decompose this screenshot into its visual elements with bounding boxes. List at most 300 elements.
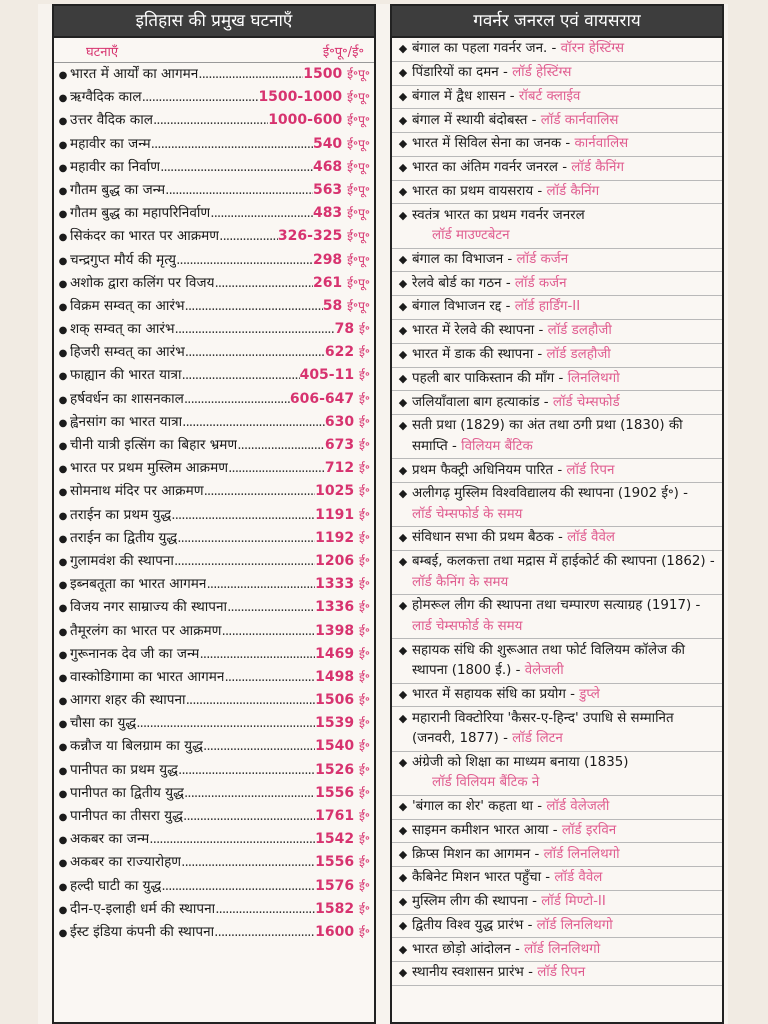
event-year (315, 622, 374, 639)
event-year (278, 227, 374, 244)
bullet-dot-icon: ● (58, 927, 68, 939)
governor-name: लॉर्ड वेलेजली (546, 798, 610, 814)
event-row (54, 550, 374, 573)
event-year (315, 575, 374, 592)
event-year-value: 1526 (315, 761, 355, 778)
governor-row (392, 551, 722, 595)
governor-name: लॉर्ड हेस्टिंग्स (512, 64, 572, 80)
bullet-dot-icon: ● (58, 93, 68, 105)
diamond-bullet-icon: ◆ (398, 555, 408, 569)
bullet-dot-icon: ● (58, 812, 68, 823)
governor-event: सती प्रथा (1829) का अंत तथा ठगी प्रथा (1830) की समाप्ति - विलियम बैंटिक (412, 418, 683, 454)
leader-dots (182, 414, 325, 430)
governor-row (392, 796, 722, 820)
events-column-title: इतिहास की प्रमुख घटनाएँ (54, 6, 374, 38)
event-year-value: 1000-600 (268, 112, 343, 129)
event-row (54, 620, 374, 643)
events-header-label: घटनाएँ (86, 45, 119, 60)
event-year (325, 436, 374, 453)
event-era: ई॰पू॰ (347, 136, 370, 151)
event-era: ई॰ (358, 924, 370, 939)
event-year (323, 297, 374, 314)
event-era: ई॰ (358, 809, 370, 823)
governor-row (392, 843, 722, 867)
event-year-value: 1542 (315, 831, 355, 848)
bullet-dot-icon: ● (58, 325, 68, 337)
bullet-dot-icon: ● (58, 371, 68, 383)
event-era: ई॰ (358, 855, 370, 870)
governor-row (392, 527, 722, 551)
event-name: चन्द्रगुप्त मौर्य की मृत्यु (70, 251, 177, 268)
governor-name: लॉर्ड कैनिंग (546, 183, 600, 199)
bullet-dot-icon: ● (58, 788, 68, 800)
event-row (54, 295, 374, 318)
event-era: ई॰ (358, 623, 370, 638)
leader-dots (198, 66, 303, 82)
event-year-value: 1576 (315, 877, 355, 894)
event-row (54, 596, 374, 619)
leader-dots (176, 252, 313, 268)
diamond-bullet-icon: ◆ (398, 966, 408, 980)
governor-name: रॉबर्ट क्लाईव (518, 88, 581, 104)
governor-name: लॉर्ड डलहौजी (546, 346, 611, 362)
diamond-bullet-icon: ◆ (398, 208, 408, 222)
event-row (54, 921, 374, 944)
governor-name: वेलेजली (524, 663, 564, 679)
event-year-value: 1336 (315, 599, 355, 616)
event-row (54, 86, 374, 109)
governor-event-text: भारत में रेलवे की स्थापना (412, 323, 535, 339)
event-row (54, 457, 374, 480)
event-era: ई॰पू॰ (347, 275, 370, 290)
event-era: ई॰ (358, 577, 370, 592)
governor-name: लॉर्ड लिनलिथगो (524, 941, 601, 957)
event-row (54, 133, 374, 156)
governor-event-text: होमरूल लीग की स्थापना तथा चम्पारण सत्याग्रह (1917) (412, 598, 692, 614)
leader-dots (184, 785, 315, 801)
governor-row (392, 483, 722, 527)
event-name: दीन-ए-इलाही धर्म की स्थापना (70, 900, 216, 917)
event-name: चौसा का युद्ध (70, 715, 137, 732)
leader-dots (210, 205, 313, 221)
event-year-value: 1191 (315, 506, 355, 523)
diamond-bullet-icon: ◆ (398, 711, 408, 725)
bullet-dot-icon: ● (58, 533, 68, 545)
bullet-dot-icon: ● (58, 556, 68, 568)
event-row (54, 805, 374, 828)
leader-dots (161, 878, 315, 894)
governor-name: लॉर्ड लिनलिथगो (536, 917, 613, 933)
governor-event-text: भारत में डाक की स्थापना (412, 346, 534, 362)
governor-event-text: बंगाल में स्थायी बंदोबस्त (412, 112, 528, 128)
event-name: शक् सम्वत् का आरंभ (70, 321, 175, 338)
diamond-bullet-icon: ◆ (398, 531, 408, 545)
diamond-bullet-icon: ◆ (398, 161, 408, 175)
diamond-bullet-icon: ◆ (398, 463, 408, 477)
diamond-bullet-icon: ◆ (398, 687, 408, 701)
governor-event: संविधान सभा की प्रथम बैठक - लॉर्ड वैवेल (412, 530, 616, 546)
governor-event-text: भारत छोड़ो आंदोलन (412, 941, 511, 957)
event-era: ई॰ (358, 553, 370, 568)
diamond-bullet-icon: ◆ (398, 347, 408, 361)
event-year (315, 807, 374, 824)
event-era: ई॰ (358, 669, 370, 684)
event-name: अशोक द्वारा कलिंग पर विजय (70, 274, 215, 291)
bullet-dot-icon: ● (58, 858, 68, 870)
governor-event: मुस्लिम लीग की स्थापना - लॉर्ड मिण्टो-II (412, 894, 606, 910)
governor-name: कार्नवालिस (574, 136, 629, 152)
event-era: ई॰पू॰ (347, 159, 370, 174)
governor-row (392, 38, 722, 62)
governor-name: लॉर्ड विलियम बैंटिक ने (432, 775, 540, 791)
governor-row (392, 391, 722, 415)
leader-dots (237, 437, 325, 453)
event-era: ई॰ (358, 878, 370, 893)
event-year (315, 714, 374, 731)
event-era: ई॰पू॰ (347, 206, 370, 221)
governor-name: लॉर्ड रिपन (566, 462, 615, 478)
governor-name: लॉर्ड हार्डिंग-II (514, 299, 581, 315)
governor-name: लॉर्ड कैनिंग के समय (412, 574, 509, 590)
event-era: ई॰ (358, 785, 370, 800)
event-year (315, 529, 374, 546)
event-year-value: 563 (312, 181, 343, 198)
years-header-label: ई॰पू॰/ई॰ (322, 45, 364, 60)
governor-name: लॉर्ड कैनिंग (571, 160, 624, 176)
event-era: ई॰ (358, 646, 370, 661)
leader-dots (181, 854, 315, 870)
diamond-bullet-icon: ◆ (398, 113, 408, 127)
governor-name: लॉर्ड कर्जन (514, 275, 567, 291)
governor-event: द्वितीय विश्व युद्ध प्रारंभ - लॉर्ड लिनलिथगो (412, 917, 613, 933)
event-year-value: 298 (312, 251, 343, 268)
event-name: भारत पर प्रथम मुस्लिम आक्रमण (70, 460, 229, 477)
governor-event-text: प्रथम फैक्ट्री अधिनियम पारित (412, 462, 554, 478)
event-name: सोमनाथ मंदिर पर आक्रमण (70, 483, 204, 500)
event-row (54, 643, 374, 666)
event-year-value: 1500 (303, 66, 343, 82)
leader-dots (199, 646, 315, 662)
leader-dots (219, 228, 278, 244)
event-year-value: 1025 (315, 483, 355, 500)
governor-event-text: बंगाल का पहला गवर्नर जन. (412, 41, 548, 57)
event-era: ई॰पू॰ (347, 252, 370, 267)
event-row (54, 712, 374, 735)
event-row (54, 388, 374, 411)
event-era: ई॰पू॰ (347, 113, 370, 128)
bullet-dot-icon: ● (58, 417, 68, 429)
governor-event: सहायक संधि की शुरूआत तथा फोर्ट विलियम कॉलेज की स्थापना (1800 ई.) - वेलेजली (412, 642, 686, 679)
event-year (315, 900, 374, 917)
event-name: अकबर का राज्यारोहण (70, 854, 182, 871)
governor-row (392, 296, 722, 320)
event-name: आगरा शहर की स्थापना (70, 692, 186, 709)
bullet-dot-icon: ● (58, 278, 68, 290)
diamond-bullet-icon: ◆ (398, 184, 408, 198)
diamond-bullet-icon: ◆ (398, 918, 408, 932)
event-year-value: 58 (322, 297, 343, 314)
governor-event: पहली बार पाकिस्तान की माँग - लिनलिथगो (412, 370, 620, 386)
event-name: पानीपत का तीसरा युद्ध (70, 808, 183, 824)
leader-dots (224, 669, 315, 685)
event-year-value: 1556 (315, 784, 355, 801)
event-name: गुरूनानक देव जी का जन्म (70, 645, 200, 662)
diamond-bullet-icon: ◆ (398, 137, 408, 151)
bullet-dot-icon: ● (58, 835, 68, 847)
event-era: ई॰ (358, 716, 370, 731)
leader-dots (160, 159, 313, 175)
bullet-dot-icon: ● (58, 301, 68, 313)
event-row (54, 411, 374, 434)
event-year (325, 343, 374, 360)
governor-event-text: स्वतंत्र भारत का प्रथम गवर्नर जनरल (412, 207, 585, 223)
leader-dots (214, 275, 313, 291)
event-year-value: 483 (312, 205, 343, 222)
bullet-dot-icon: ● (58, 719, 68, 731)
bullet-dot-icon: ● (58, 742, 68, 754)
event-era: ई॰ (358, 322, 370, 337)
event-year-value: 1556 (315, 854, 355, 871)
event-row (54, 735, 374, 758)
governor-row (392, 684, 722, 708)
governor-event-text: महारानी विक्टोरिया 'कैसर-ए-हिन्द' उपाधि से सम्मानित (जनवरी, 1877) (412, 710, 674, 746)
leader-dots (185, 344, 325, 360)
bullet-dot-icon: ● (58, 649, 68, 661)
governor-row (392, 204, 722, 248)
event-name: हिजरी सम्वत् का आरंभ (70, 344, 185, 361)
event-era: ई॰ (358, 484, 370, 499)
events-subheader (54, 38, 374, 63)
event-year (315, 691, 374, 708)
leader-dots (175, 321, 335, 337)
event-year (315, 761, 374, 778)
event-name: भारत में आर्यों का आगमन (70, 66, 199, 82)
bullet-dot-icon: ● (58, 232, 68, 244)
event-era: ई॰ (358, 901, 370, 916)
leader-dots (227, 599, 315, 615)
governor-row (392, 595, 722, 639)
event-row (54, 527, 374, 550)
event-name: कन्नौज या बिलग्राम का युद्ध (70, 738, 204, 755)
event-year (315, 552, 374, 569)
event-name: गौतम बुद्ध का जन्म (70, 181, 166, 198)
event-row (54, 573, 374, 596)
diamond-bullet-icon: ◆ (398, 823, 408, 837)
governor-row (392, 133, 722, 157)
event-name: अकबर का जन्म (70, 831, 150, 848)
diamond-bullet-icon: ◆ (398, 755, 408, 769)
leader-dots (178, 762, 315, 778)
event-row (54, 109, 374, 132)
governor-event: भारत का प्रथम वायसराय - लॉर्ड कैनिंग (412, 183, 600, 199)
event-year-value: 1540 (315, 738, 355, 755)
event-row (54, 504, 374, 527)
event-year (315, 784, 374, 801)
governor-event-text: सहायक संधि की शुरूआत तथा फोर्ट विलियम कॉलेज की स्थापना (1800 ई.) (412, 642, 686, 679)
leader-dots (174, 553, 315, 569)
leader-dots (222, 623, 316, 639)
event-year-value: 1206 (315, 552, 355, 569)
event-year-value: 405-11 (299, 367, 355, 384)
leader-dots (203, 738, 315, 754)
event-era: ई॰ (358, 391, 370, 406)
governor-event: स्थानीय स्वशासन प्रारंभ - लॉर्ड रिपन (412, 965, 586, 981)
event-year-value: 1333 (315, 576, 355, 593)
event-year (313, 274, 374, 291)
governor-event-text: अलीगढ़ मुस्लिम विश्वविद्यालय की स्थापना (1902 ई॰) (412, 486, 679, 502)
event-row (54, 156, 374, 179)
bullet-dot-icon: ● (58, 116, 68, 128)
bullet-dot-icon: ● (58, 139, 68, 151)
governor-event: प्रथम फैक्ट्री अधिनियम पारित - लॉर्ड रिपन (412, 462, 615, 478)
event-name: ऋग्वैदिक काल (70, 89, 142, 106)
governor-row (392, 368, 722, 392)
governor-event-text: बंगाल में द्वैध शासन (412, 88, 506, 104)
event-year-value: 622 (324, 344, 355, 361)
governor-name: डुप्ले (579, 686, 600, 702)
governor-name: लॉर्ड कार्नवालिस (540, 112, 619, 128)
governor-row (392, 86, 722, 110)
governor-name: लिनलिथगो (567, 370, 620, 386)
event-year (315, 668, 374, 685)
event-year-value: 1506 (315, 692, 355, 709)
event-row (54, 689, 374, 712)
governors-column-title: गवर्नर जनरल एवं वायसराय (392, 6, 722, 38)
governor-event: अलीगढ़ मुस्लिम विश्वविद्यालय की स्थापना (1902 ई॰) - लॉर्ड चेम्सफोर्ड के समय (412, 486, 689, 522)
diamond-bullet-icon: ◆ (398, 847, 408, 861)
event-year-value: 1600 (315, 923, 355, 940)
leader-dots (165, 182, 313, 198)
event-row (54, 364, 374, 387)
governor-row (392, 109, 722, 133)
event-name: गुलामवंश की स्थापना (70, 552, 174, 569)
governor-event-text: भारत का प्रथम वायसराय (412, 183, 534, 199)
event-year-value: 1761 (315, 808, 355, 824)
event-era: ई॰ (358, 530, 370, 545)
bullet-dot-icon: ● (58, 487, 68, 499)
leader-dots (185, 298, 323, 314)
governor-event: भारत छोड़ो आंदोलन - लॉर्ड लिनलिथगो (412, 941, 601, 957)
leader-dots (186, 692, 316, 708)
bullet-dot-icon: ● (58, 765, 68, 777)
governor-row (392, 157, 722, 181)
event-row (54, 828, 374, 851)
leader-dots (183, 808, 315, 824)
governors-column (390, 4, 724, 1024)
event-row (54, 63, 374, 86)
event-year (313, 251, 374, 268)
governor-name: लॉर्ड चेम्सफोर्ड के समय (412, 506, 523, 522)
governor-event: क्रिप्स मिशन का आगमन - लॉर्ड लिनलिथगो (412, 846, 620, 862)
event-year (313, 158, 374, 175)
bullet-dot-icon: ● (58, 696, 68, 708)
bullet-dot-icon: ● (58, 348, 68, 360)
governor-event: होमरूल लीग की स्थापना तथा चम्पारण सत्याग्रह (1917) - लार्ड चेम्सफोर्ड के समय (412, 598, 701, 634)
event-year (315, 923, 374, 940)
event-name: ह्वेनसांग का भारत यात्रा (70, 413, 183, 430)
event-year-value: 1469 (315, 645, 355, 662)
event-year-value: 630 (324, 413, 355, 430)
event-year (313, 181, 374, 198)
diamond-bullet-icon: ◆ (398, 89, 408, 103)
event-year (315, 737, 374, 754)
event-year-value: 468 (312, 158, 343, 175)
diamond-bullet-icon: ◆ (398, 324, 408, 338)
event-year (313, 135, 374, 152)
event-row (54, 179, 374, 202)
event-row (54, 851, 374, 874)
leader-dots (184, 391, 290, 407)
governor-event: साइमन कमीशन भारत आया - लॉर्ड इरविन (412, 822, 617, 838)
event-era: ई॰ (358, 762, 370, 777)
event-name: विजय नगर साम्राज्य की स्थापना (70, 599, 228, 616)
event-era: ई॰ (358, 461, 370, 476)
governor-name: लार्ड चेम्सफोर्ड के समय (412, 618, 523, 634)
governor-event: जलियाँवाला बाग हत्याकांड - लॉर्ड चेम्सफोर्ड (412, 394, 620, 410)
governor-event (412, 753, 716, 794)
bullet-dot-icon: ● (58, 464, 68, 476)
event-year (335, 320, 374, 337)
governor-event-text: कैबिनेट मिशन भारत पहुँचा (412, 870, 542, 886)
events-list (54, 63, 374, 944)
event-row (54, 759, 374, 782)
diamond-bullet-icon: ◆ (398, 419, 408, 433)
leader-dots (153, 112, 268, 128)
event-year-value: 1539 (315, 715, 355, 732)
governor-event-text: भारत में सहायक संधि का प्रयोग (412, 686, 566, 702)
event-year-value: 540 (312, 135, 343, 152)
event-era: ई॰ (358, 507, 370, 522)
event-year-value: 78 (334, 321, 355, 338)
diamond-bullet-icon: ◆ (398, 942, 408, 956)
diamond-bullet-icon: ◆ (398, 371, 408, 385)
bullet-dot-icon: ● (58, 603, 68, 615)
leader-dots (151, 136, 313, 152)
leader-dots (215, 901, 315, 917)
leader-dots (136, 715, 315, 731)
governor-event: बंगाल विभाजन रद्द - लॉर्ड हार्डिंग-II (412, 299, 581, 315)
governor-row (392, 639, 722, 683)
event-year (315, 482, 374, 499)
event-name: पानीपत का प्रथम युद्ध (70, 761, 178, 778)
event-row (54, 480, 374, 503)
governor-event: रेलवे बोर्ड का गठन - लॉर्ड कर्जन (412, 275, 567, 291)
governor-event: भारत का अंतिम गवर्नर जनरल - लॉर्ड कैनिंग (412, 160, 624, 176)
event-year (303, 65, 374, 82)
governor-name: लॉर्ड डलहौजी (547, 323, 612, 339)
governor-event-text: बम्बई, कलकत्ता तथा मद्रास में हाईकोर्ट की स्थापना (1862) (412, 554, 706, 570)
leader-dots (214, 924, 315, 940)
event-name: उत्तर वैदिक काल (70, 112, 153, 129)
event-row (54, 666, 374, 689)
governor-event-text: मुस्लिम लीग की स्थापना (412, 894, 528, 910)
event-year-value: 673 (324, 437, 355, 453)
event-name: हर्षवर्धन का शासनकाल (70, 390, 184, 407)
event-era: ई॰ (358, 693, 370, 708)
governor-event: पिंडारियों का दमन - लॉर्ड हेस्टिंग्स (412, 64, 572, 80)
governor-event-text: 'बंगाल का शेर' कहता था (412, 798, 533, 814)
governor-event: बम्बई, कलकत्ता तथा मद्रास में हाईकोर्ट की स्थापना (1862) - लॉर्ड कैनिंग के समय (412, 554, 715, 590)
diamond-bullet-icon: ◆ (398, 643, 408, 657)
event-name: पानीपत का द्वितीय युद्ध (70, 784, 184, 801)
governor-name: विलियम बैंटिक (461, 438, 533, 454)
event-era: ई॰पू॰ (347, 90, 370, 105)
governor-name: लॉर्ड रिपन (537, 965, 586, 981)
governor-event: भारत में सिविल सेना का जनक - कार्नवालिस (412, 136, 629, 152)
event-row (54, 249, 374, 272)
event-year (290, 390, 374, 407)
governor-event: 'बंगाल का शेर' कहता था - लॉर्ड वेलेजली (412, 798, 610, 814)
